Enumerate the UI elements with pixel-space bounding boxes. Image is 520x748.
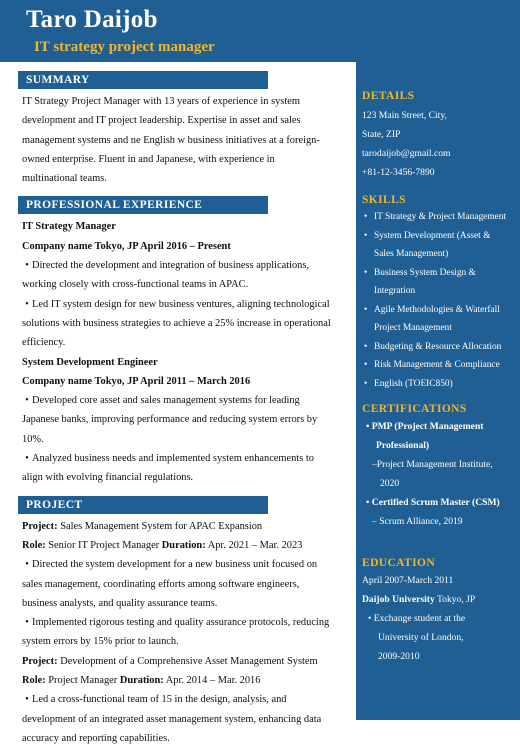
skill-item: • Budgeting & Resource Allocation [364, 341, 502, 352]
details-address-line: State, ZIP [362, 129, 401, 140]
summary-text [18, 92, 344, 188]
job-bullet [18, 449, 344, 488]
project-label: Project: [22, 655, 58, 667]
bullet-text: working closely with cross-functional teams in APAC. [22, 279, 249, 291]
skill-text: Integration [374, 286, 416, 296]
details-phone: +81-12-3456-7890 [362, 167, 435, 178]
job-bullet [18, 391, 344, 449]
summary-line: owned enterprise. Fluent in and Japanese, with experience in [22, 153, 275, 165]
education-bullet [356, 609, 520, 666]
bullet-dot: • [25, 395, 29, 407]
duration-text: Apr. 2021 – Mar. 2023 [207, 539, 303, 551]
sidebar [356, 62, 520, 720]
bullet-dot: • [25, 559, 29, 571]
education-heading: EDUCATION [362, 557, 436, 569]
bullet-dot: • [25, 260, 29, 272]
job-company: Company name Tokyo, JP April 2016 – Present [22, 240, 231, 252]
bullet-dot: • [25, 453, 29, 465]
cert-name: Certified Scrum Master (CSM) [371, 497, 500, 508]
bullet-text: Developed core asset and sales management systems for leading [32, 395, 300, 407]
bullet-text: development of an integrated asset management system, enhancing data [22, 713, 322, 725]
bullet-text: align with evolving financial regulations. [22, 472, 194, 484]
project-bullet [18, 690, 344, 748]
certification-item [356, 417, 520, 493]
bullet-text: business analysts, and quality assurance teams. [22, 597, 218, 609]
bullet-text: Led IT system design for new business ventures, aligning technological [32, 298, 330, 310]
cert-name: Professional) [376, 440, 430, 451]
main-column [18, 62, 344, 748]
skill-text: Business System Design & [374, 267, 476, 278]
skill-item: • English (TOEIC850) [364, 378, 453, 389]
project-bullet [18, 613, 344, 652]
bullet-text: accuracy and reporting capabilities. [22, 732, 170, 744]
skills-list [356, 208, 520, 393]
bullet-text: 10%. [22, 433, 44, 445]
skill-text: Project Management [374, 323, 452, 333]
job-title: IT Strategy Manager [22, 221, 116, 233]
summary-line: IT Strategy Project Manager with 13 years of experience in system [22, 96, 300, 107]
cert-org: – Scrum Alliance, 2019 [372, 516, 463, 527]
candidate-title: IT strategy project manager [34, 39, 215, 55]
skill-item: • Business System Design & Integration [364, 264, 520, 301]
details-heading: DETAILS [362, 90, 415, 102]
project-name [18, 652, 344, 671]
bullet-dot: • [366, 421, 372, 432]
job-title: System Development Engineer [22, 356, 158, 368]
details-email: tarodaijob@gmail.com [362, 148, 451, 159]
summary-line: development and IT project leadership. Expertise in asset and sales [22, 115, 301, 127]
cert-name: PMP (Project Management [371, 421, 484, 432]
certifications-heading: CERTIFICATIONS [362, 403, 467, 415]
summary-line: management systems and ne English w business initiatives at a foreign- [22, 134, 320, 146]
project-role [18, 671, 344, 690]
job-bullet [18, 295, 344, 353]
summary-line: multinational teams. [22, 173, 107, 185]
duration-text: Apr. 2014 – Mar. 2016 [165, 675, 261, 687]
certification-item [356, 493, 520, 531]
skill-text: Agile Methodologies & Waterfall [374, 304, 500, 315]
bullet-dot: • [25, 694, 29, 706]
cert-org: –Project Management Institute, [372, 459, 493, 470]
education-text: 2009-2010 [378, 651, 420, 662]
bullet-text: system errors by 15% prior to launch. [22, 636, 179, 648]
project-heading: PROJECT [18, 496, 268, 514]
project-name-text: Development of a Comprehensive Asset Management System [60, 655, 318, 667]
bullet-text: Directed the development and integration of business applications, [32, 260, 310, 272]
project-role [18, 536, 344, 555]
bullet-text: Japanese banks, improving performance and reducing system errors by [22, 414, 318, 426]
project-name-text: Sales Management System for APAC Expansion [60, 520, 263, 532]
education-text: Exchange student at the [373, 613, 466, 624]
cert-org: 2020 [380, 478, 400, 489]
skill-item: • Agile Methodologies & Waterfall Project Management [364, 301, 520, 338]
education-period: April 2007-March 2011 [362, 575, 454, 586]
bullet-text: Directed the system development for a new business unit focused on [32, 559, 318, 571]
role-label: Role: [22, 539, 46, 551]
bullet-dot: • [25, 298, 29, 310]
bullet-text: efficiency. [22, 337, 66, 349]
candidate-name: Taro Daijob [26, 6, 158, 33]
bullet-text: solutions with business strategies to achieve a 25% increase in operational [22, 317, 331, 329]
project-bullet [18, 555, 344, 613]
resume-header [0, 0, 520, 62]
role-label: Role: [22, 675, 46, 687]
bullet-text: Implemented rigorous testing and quality assurance protocols, reducing [32, 617, 330, 629]
school-name: Daijob University [362, 594, 435, 605]
job-bullet [18, 256, 344, 295]
bullet-text: Analyzed business needs and implemented system enhancements to [32, 453, 314, 465]
skill-text: IT Strategy & Project Management [374, 212, 507, 222]
skill-item: • System Development (Asset & Sales Management) [364, 227, 520, 264]
bullet-text: sales management, coordinating efforts among software engineers, [22, 578, 300, 590]
skill-text: Sales Management) [374, 249, 449, 259]
details-address-line: 123 Main Street, City, [362, 110, 447, 121]
skill-item: • IT Strategy & Project Management [364, 212, 507, 222]
skill-text: English (TOEIC850) [374, 378, 453, 389]
duration-label: Duration: [119, 675, 164, 687]
school-location: Tokyo, JP [434, 594, 476, 605]
bullet-dot: • [368, 613, 374, 624]
summary-heading: SUMMARY [18, 71, 268, 89]
skill-text: Risk Management & Compliance [374, 360, 500, 370]
project-label: Project: [22, 520, 58, 532]
duration-label: Duration: [161, 539, 206, 551]
bullet-dot: • [366, 497, 372, 508]
job-company: Company name Tokyo, JP April 2011 – March 2016 [22, 375, 251, 387]
role-text: Senior IT Project Manager [48, 539, 160, 551]
education-text: University of London, [378, 632, 464, 643]
skill-item: • Risk Management & Compliance [364, 360, 500, 370]
skills-heading: SKILLS [362, 194, 406, 206]
skill-text: System Development (Asset & [374, 230, 491, 241]
role-text: Project Manager [48, 675, 118, 687]
bullet-text: Led a cross-functional team of 15 in the design, analysis, and [32, 694, 287, 706]
bullet-dot: • [25, 617, 29, 629]
experience-heading: PROFESSIONAL EXPERIENCE [18, 196, 268, 214]
education-school [356, 590, 520, 609]
project-name [18, 517, 344, 536]
skill-text: Budgeting & Resource Allocation [374, 341, 502, 352]
